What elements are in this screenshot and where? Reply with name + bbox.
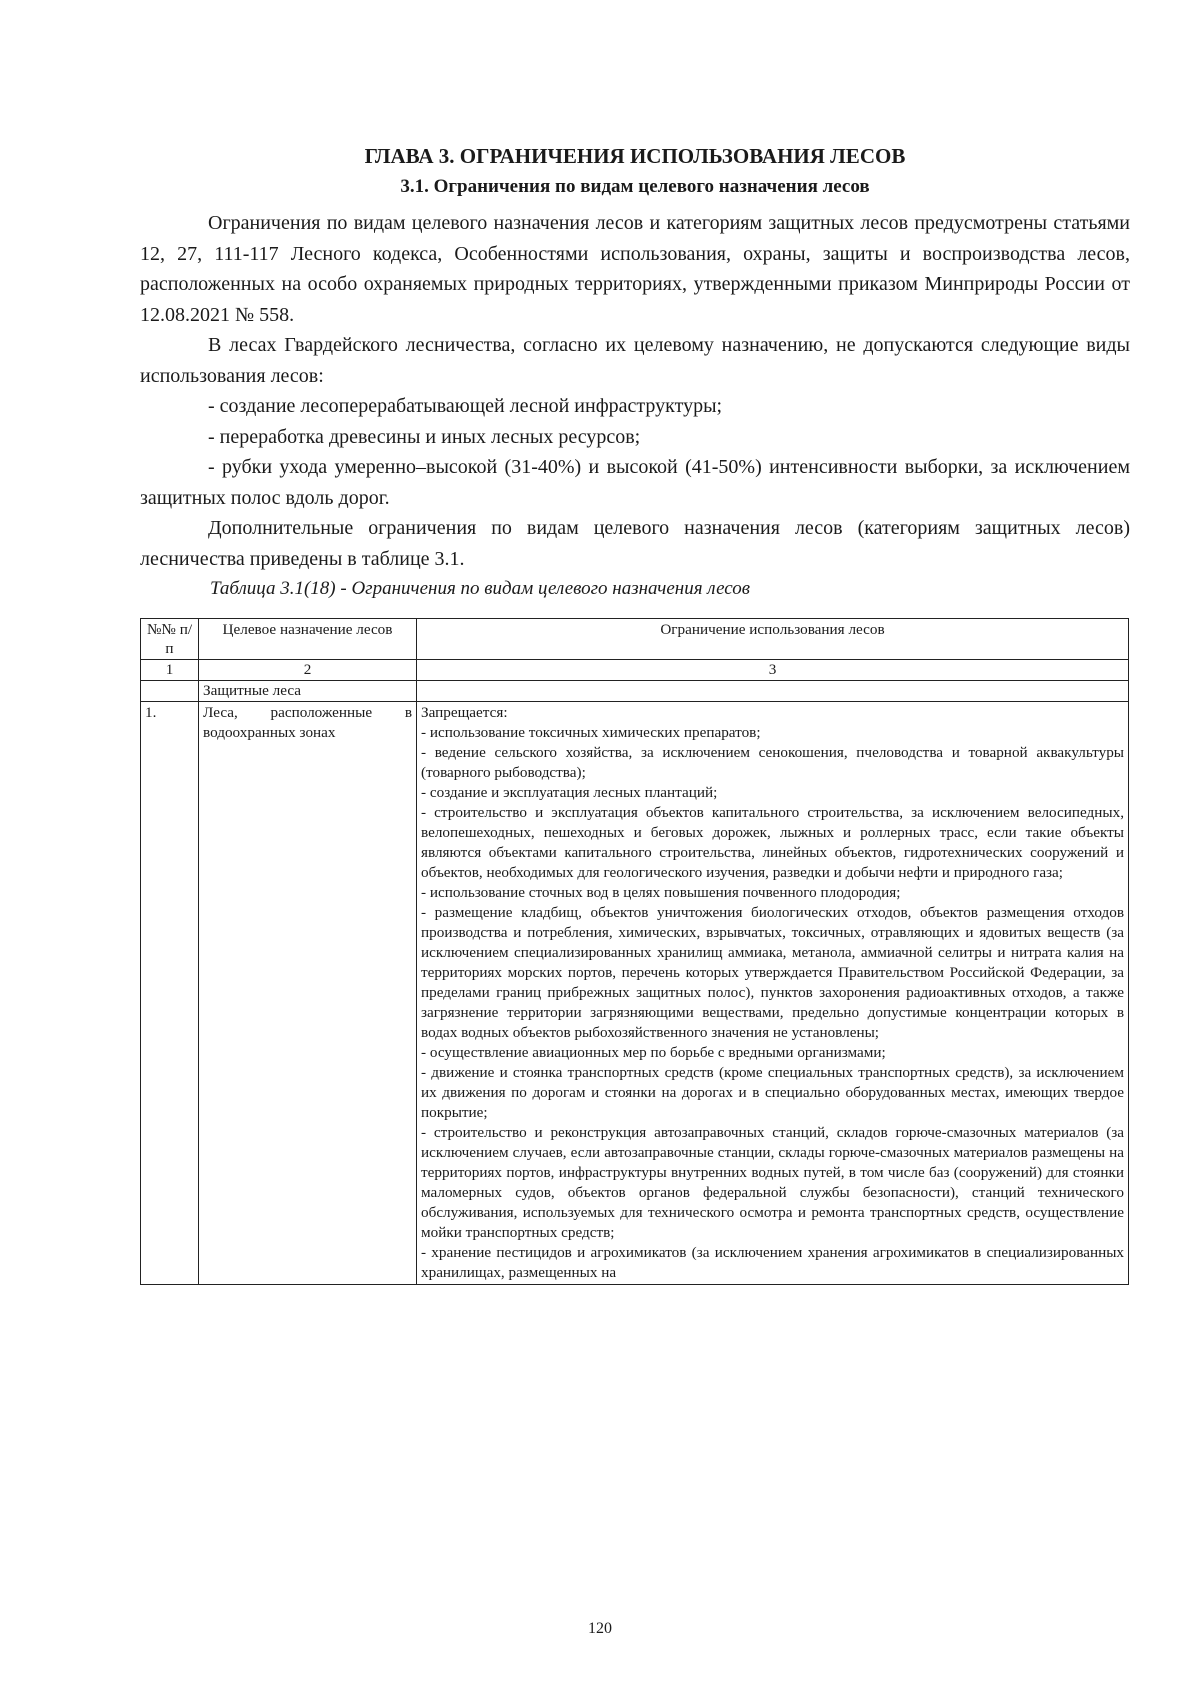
restriction-item: - размещение кладбищ, объектов уничтожения биологических отходов, объектов размещения отходов производства и потребления, химических, взрывчатых, токсичных, отравляющих и ядовитых веществ (за исключением специализированных хранилищ аммиака, метанола, аммиачной селитры и нитрата калия на территориях морских портов, перечень которых утверждается Правительством Российской Федерации, за пределами границ прибрежных защитных полос), пунктов захоронения радиоактивных отходов, а также загрязнение территории загрязняющими веществами, предельно допустимые концентрации которых в водах водных объектов рыбохозяйственного значения не установлены;	[421, 904, 1124, 1041]
group-empty-cell	[417, 681, 1129, 702]
group-empty-cell	[141, 681, 199, 702]
page-number: 120	[588, 1620, 612, 1637]
paragraph-prohibited: В лесах Гвардейского лесничества, согласно их целевому назначению, не допускаются следующие виды использования лесов:	[140, 334, 1130, 387]
header-purpose: Целевое назначение лесов	[199, 619, 417, 660]
restriction-item: - использование токсичных химических препаратов;	[421, 724, 761, 741]
table-caption: Таблица 3.1(18) - Ограничения по видам целевого назначения лесов	[210, 578, 750, 599]
restriction-item: - строительство и реконструкция автозаправочных станций, складов горюче-смазочных материалов (за исключением случаев, если автозаправочные станции, склады горюче-смазочных материалов размещены на территориях портов, инфраструктуры внутренних водных путей, в том числе баз (сооружений) для стоянки маломерных судов, объектов органов федеральной службы безопасности), станций технического обслуживания, используемых для технического осмотра и ремонта транспортных средств, осуществление мойки транспортных средств;	[421, 1124, 1124, 1241]
restriction-item: - ведение сельского хозяйства, за исключением сенокошения, пчеловодства и товарной аквакультуры (товарного рыбоводства);	[421, 744, 1124, 781]
column-number-row	[141, 660, 1129, 681]
body-text	[140, 208, 1130, 574]
header-number: №№ п/п	[141, 619, 199, 660]
row-number: 1.	[141, 702, 199, 1285]
column-number: 1	[141, 660, 199, 681]
table-header-row	[141, 619, 1129, 660]
section-title: 3.1. Ограничения по видам целевого назначения лесов	[400, 176, 870, 197]
row-purpose: Леса, расположенные в водоохранных зонах	[199, 702, 417, 1285]
list-item: - переработка древесины и иных лесных ресурсов;	[208, 425, 641, 448]
header-restriction: Ограничение использования лесов	[417, 619, 1129, 660]
table-row	[141, 702, 1129, 1285]
restriction-item: Запрещается:	[421, 704, 508, 721]
restriction-item: - хранение пестицидов и агрохимикатов (за исключением хранения агрохимикатов в специализированных хранилищах, размещенных на	[421, 1244, 1124, 1281]
row-restrictions	[417, 702, 1129, 1285]
chapter-title: ГЛАВА 3. ОГРАНИЧЕНИЯ ИСПОЛЬЗОВАНИЯ ЛЕСОВ	[364, 144, 906, 168]
restriction-item: - использование сточных вод в целях повышения почвенного плодородия;	[421, 884, 901, 901]
restriction-item: - создание и эксплуатация лесных плантаций;	[421, 784, 718, 801]
group-row	[141, 681, 1129, 702]
column-number: 3	[417, 660, 1129, 681]
list-item: - создание лесоперерабатывающей лесной инфраструктуры;	[208, 395, 723, 417]
paragraph-intro: Ограничения по видам целевого назначения лесов и категориям защитных лесов предусмотрены статьями 12, 27, 111-117 Лесного кодекса, Особенностями использования, охраны, защиты и воспроизводства лесов, расположенных на особо охраняемых природных территориях, утвержденными приказом Минприроды России от 12.08.2021 № 558.	[140, 212, 1130, 326]
restriction-item: - осуществление авиационных мер по борьбе с вредными организмами;	[421, 1044, 886, 1061]
column-number: 2	[199, 660, 417, 681]
restriction-item: - строительство и эксплуатация объектов капитального строительства, за исключением велосипедных, велопешеходных, пешеходных и беговых дорожек, лыжных и роллерных трасс, если такие объекты являются объектами капитального строительства, линейных объектов, гидротехнических сооружений и объектов, необходимых для геологического изучения, разведки и добычи нефти и природного газа;	[421, 804, 1124, 881]
restrictions-table	[140, 618, 1129, 1285]
restriction-item: - движение и стоянка транспортных средств (кроме специальных транспортных средств), за исключением их движения по дорогам и стоянки на дорогах и в специально оборудованных местах, имеющих твердое покрытие;	[421, 1064, 1124, 1121]
paragraph-additional: Дополнительные ограничения по видам целевого назначения лесов (категориям защитных лесов) лесничества приведены в таблице 3.1.	[140, 517, 1130, 570]
list-item: - рубки ухода умеренно–высокой (31-40%) и высокой (41-50%) интенсивности выборки, за исключением защитных полос вдоль дорог.	[140, 456, 1130, 509]
group-label: Защитные леса	[199, 681, 417, 702]
